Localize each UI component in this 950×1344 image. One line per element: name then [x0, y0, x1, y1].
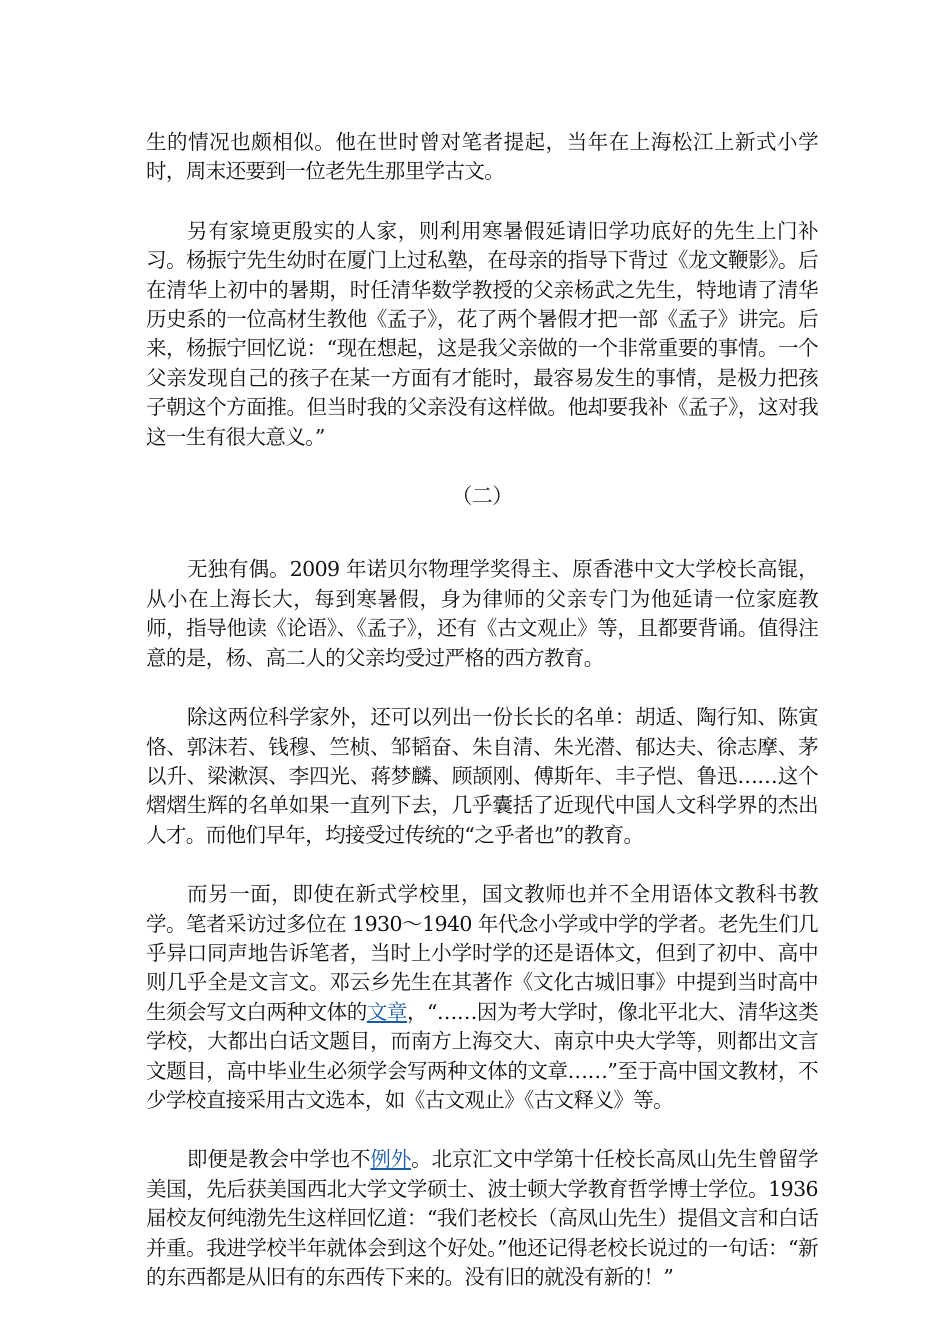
paragraph-2: 另有家境更殷实的人家，则利用寒暑假延请旧学功底好的先生上门补习。杨振宁先生幼时在厦门上过私塾，在母亲的指导下背过《龙文鞭影》。后在清华上初中的暑期，时任清华数学教授的父亲杨武之先生，特地请了清华历史系的一位高材生教他《孟子》，花了两个暑假才把一部《孟子》讲完。后来，杨振宁回忆说：“现在想起，这是我父亲做的一个非常重要的事情。一个父亲发现自己的孩子在某一方面有才能时，最容易发生的事情，是极力把孩子朝这个方面推。但当时我的父亲没有这样做。他却要我补《孟子》，这对我这一生有很大意义。” [146, 218, 818, 449]
paragraph-5 [146, 880, 818, 1115]
paragraph-4: 除这两位科学家外，还可以列出一份长长的名单：胡适、陶行知、陈寅恪、郭沫若、钱穆、竺桢、邹韬奋、朱自清、朱光潜、郁达夫、徐志摩、茅以升、梁漱溟、李四光、蒋梦麟、顾颉刚、傅斯年、丰子恺、鲁迅……这个熠熠生辉的名单如果一直列下去，几乎囊括了近现代中国人文科学界的杰出人才。而他们早年，均接受过传统的“之乎者也”的教育。 [146, 705, 818, 847]
paragraph-6-text-a: 即便是教会中学也不 [187, 1147, 371, 1172]
paragraph-3: 无独有偶。2009 年诺贝尔物理学奖得主、原香港中文大学校长高锟，从小在上海长大，每到寒暑假，身为律师的父亲专门为他延请一位家庭教师，指导他读《论语》、《孟子》，还有《古文观止》等，且都要背诵。值得注意的是，杨、高二人的父亲均受过严格的西方教育。 [146, 557, 818, 670]
paragraph-5-text-a: 而另一面，即使在新式学校里，国文教师也并不全用语体文教科书教学。笔者采访过多位在 1930～1940 年代念小学或中学的学者。老先生们几乎异口同声地告诉笔者，当时上小学时学的还是语体文，但到了初中、高中则几乎全是文言文。邓云乡先生在其著作《文化古城旧事》中提到当时高中生须会写文白两种文体的 [146, 882, 818, 1024]
paragraph-6-text-b: 。北京汇文中学第十任校长高凤山先生曾留学美国，先后获美国西北大学文学硕士、波士顿大学教育哲学博士学位。1936 届校友何纯渤先生这样回忆道：“我们老校长（高凤山先生）提倡文言和白话并重。我进学校半年就体会到这个好处。”他还记得老校长说过的一句话：“新的东西都是从旧有的东西传下来的。没有旧的就没有新的！” [146, 1147, 818, 1289]
paragraph-5-text-b: ，“……因为考大学时，像北平北大、清华这类学校，大都出白话文题目，而南方上海交大、南京中央大学等，则都出文言文题目，高中毕业生必须学会写两种文体的文章……”至于高中国文教材，不少学校直接采用古文选本，如《古文观止》《古文释义》等。 [146, 999, 818, 1112]
paragraph-1: 生的情况也颇相似。他在世时曾对笔者提起，当年在上海松江上新式小学时，周末还要到一位老先生那里学古文。 [146, 130, 818, 184]
paragraph-6 [146, 1145, 818, 1292]
section-heading: （二） [451, 484, 513, 509]
article-body [146, 128, 818, 1322]
article-link[interactable]: 文章 [366, 999, 407, 1024]
exception-link[interactable]: 例外 [370, 1147, 412, 1172]
